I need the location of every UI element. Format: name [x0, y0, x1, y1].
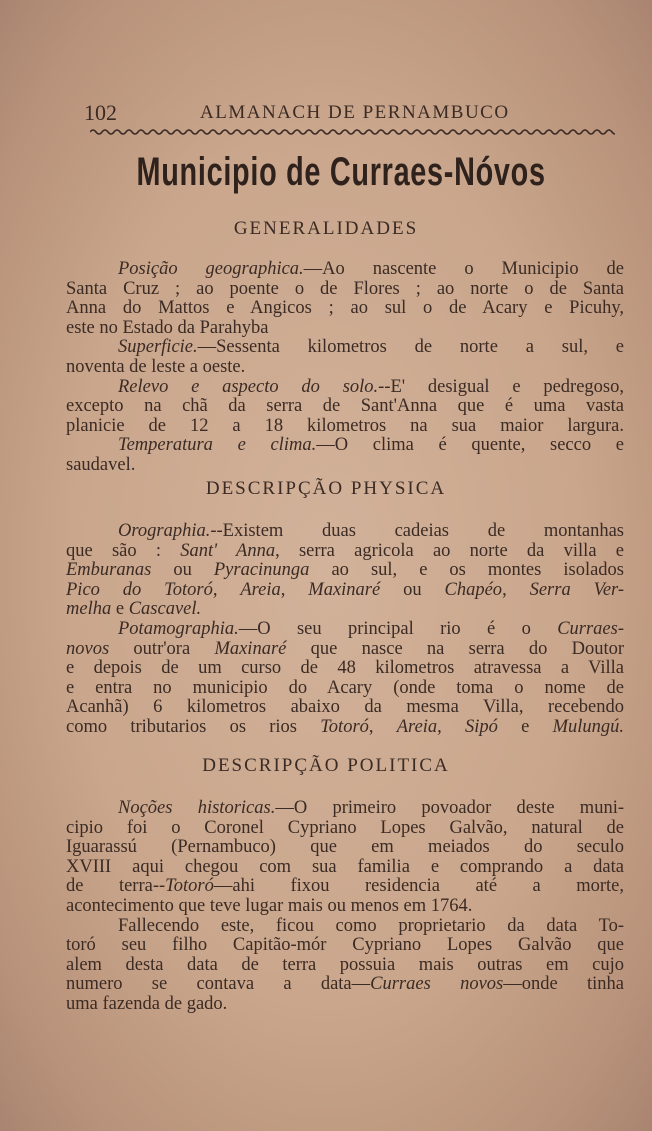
text-segment: de terra--: [66, 876, 166, 897]
text-line: [66, 994, 624, 1014]
italic-text-segment: Curraes novos: [370, 974, 504, 995]
text-segment: --Existem duas cadeias de montanhas: [210, 521, 624, 541]
text-segment: Santa Cruz ; ao poente o de Flores ; ao norte o de Santa: [66, 278, 624, 299]
italic-text-segment: Relevo e aspecto do solo.: [118, 376, 379, 397]
text-segment: que são :: [66, 540, 181, 561]
text-line: [66, 697, 624, 717]
text-segment: --E' desigual e pedregoso,: [378, 376, 624, 397]
text-segment: Iguarassú (Pernambuco) que em meiados do seculo: [66, 837, 624, 858]
text-segment: , serra agricola ao norte da villa e: [275, 540, 624, 561]
text-line: [118, 798, 624, 818]
text-segment: planicie de 12 a 18 kilometros na sua maior largura.: [66, 415, 624, 436]
italic-text-segment: Areia: [396, 717, 438, 737]
section-heading: DESCRIPÇÃO POLITICA: [202, 755, 450, 776]
text-segment: ao sul, e os montes isolados: [309, 560, 625, 581]
text-line: [118, 377, 624, 397]
text-line: [66, 279, 624, 299]
section-heading: DESCRIPÇÃO PHYSICA: [205, 478, 447, 499]
text-segment: Anna do Mattos e Angicos ; ao sul o de Acary e Picuhy,: [66, 298, 624, 319]
text-line: [66, 357, 624, 377]
text-segment: toró seu filho Capitão-mór Cypriano Lopes Galvão que: [66, 935, 624, 956]
text-segment: numero se contava a data—: [66, 974, 371, 995]
text-segment: —Sessenta kilometros de norte a sul, e: [197, 337, 624, 358]
text-line: [66, 876, 624, 896]
italic-text-segment: Curraes-: [557, 619, 624, 639]
text-segment: ,: [280, 579, 309, 600]
decorative-wavy-rule: [90, 126, 615, 138]
text-line: [66, 541, 624, 561]
text-segment: ou: [380, 579, 445, 600]
text-segment: —Ao nascente o Municipio de: [303, 259, 624, 279]
text-segment: —O seu principal rio é o: [238, 619, 558, 639]
text-line: [118, 435, 624, 455]
italic-text-segment: Areia: [240, 579, 281, 600]
text-line: [118, 259, 624, 279]
text-segment: ou: [151, 560, 214, 581]
page-number: 102: [84, 100, 117, 125]
italic-text-segment: Serra Ver-: [529, 579, 625, 600]
italic-text-segment: Emburanas: [66, 560, 152, 581]
text-line: [66, 639, 624, 659]
italic-text-segment: Orographia.: [118, 521, 211, 541]
text-segment: ,: [368, 717, 397, 737]
italic-text-segment: Mulungú.: [552, 717, 624, 737]
text-line: [66, 658, 624, 678]
text-line: [118, 337, 624, 357]
italic-text-segment: Posição geographica.: [118, 259, 304, 279]
text-segment: ,: [437, 717, 466, 737]
text-segment: cipio foi o Coronel Cypriano Lopes Galvão, natural de: [66, 817, 624, 838]
italic-text-segment: Maxinaré: [308, 579, 381, 600]
italic-text-segment: Potamographia.: [118, 619, 239, 639]
text-segment: noventa de leste a oeste.: [66, 357, 246, 377]
text-segment: e entra no municipio do Acary (onde toma o nome de: [66, 677, 624, 698]
text-line: [66, 580, 624, 600]
text-line: [66, 298, 624, 318]
text-line: [66, 396, 624, 416]
text-segment: e: [111, 599, 129, 620]
italic-text-segment: Noções historicas.: [118, 798, 276, 818]
text-segment: Acanhã) 6 kilometros abaixo da mesma Villa, recebendo: [66, 697, 624, 718]
text-segment: outr'ora: [109, 638, 215, 659]
text-segment: e: [497, 717, 553, 737]
text-segment: este no Estado da Parahyba: [66, 317, 269, 338]
text-line: [66, 455, 624, 475]
text-segment: Fallecendo este, ficou como proprietario da data To-: [118, 915, 624, 936]
text-line: [66, 560, 624, 580]
text-segment: acontecimento que teve lugar mais ou menos em 1764.: [66, 896, 473, 916]
text-segment: como tributarios os rios: [66, 717, 321, 737]
text-line: [66, 974, 624, 994]
italic-text-segment: Pico do Totoró: [66, 579, 213, 600]
running-title: ALMANACH DE PERNAMBUCO: [200, 102, 510, 123]
text-line: [66, 717, 624, 737]
italic-text-segment: Totoró: [165, 876, 214, 897]
italic-text-segment: Cascavel.: [128, 599, 202, 620]
italic-text-segment: Totoró: [320, 717, 369, 737]
text-line: [66, 896, 624, 916]
text-line: [118, 916, 624, 936]
text-segment: que nasce na serra do Doutor: [286, 638, 624, 659]
text-line: [66, 599, 624, 619]
text-line: [118, 619, 624, 639]
text-line: [66, 818, 624, 838]
italic-text-segment: Pyracinunga: [213, 560, 310, 581]
text-segment: alem desta data de terra possuia mais outras em cujo: [66, 954, 624, 975]
text-line: [118, 521, 624, 541]
text-line: [66, 837, 624, 857]
text-line: [66, 935, 624, 955]
text-segment: uma fazenda de gado.: [66, 994, 228, 1014]
text-segment: ,: [212, 579, 241, 600]
text-line: [66, 955, 624, 975]
text-segment: excepto na chã da serra de Sant'Anna que é uma vasta: [66, 396, 624, 417]
text-line: [66, 318, 624, 338]
section-heading: GENERALIDADES: [233, 218, 419, 239]
italic-text-segment: Sant' Anna: [180, 540, 276, 561]
text-segment: e depois de um curso de 48 kilometros atravessa a Villa: [66, 658, 624, 679]
text-segment: XVIII aqui chegou com sua familia e comprando a data: [66, 856, 624, 877]
italic-text-segment: Maxinaré: [214, 638, 287, 659]
text-segment: —O clima é quente, secco e: [316, 435, 624, 456]
text-segment: —O primeiro povoador deste muni-: [275, 798, 624, 818]
italic-text-segment: Superficie.: [118, 337, 198, 358]
text-line: [66, 857, 624, 877]
text-segment: —onde tinha: [503, 974, 624, 995]
text-segment: —ahi fixou residencia até a morte,: [213, 876, 625, 897]
text-segment: ,: [502, 579, 530, 600]
text-segment: saudavel.: [66, 455, 136, 475]
italic-text-segment: Sipó: [465, 717, 498, 737]
text-line: [66, 678, 624, 698]
italic-text-segment: melha: [66, 599, 112, 620]
text-line: [66, 416, 624, 436]
italic-text-segment: Temperatura e clima.: [118, 435, 317, 456]
italic-text-segment: Chapéo: [444, 579, 503, 600]
page-title: Municipio de Curraes-Nóvos: [136, 150, 546, 194]
italic-text-segment: novos: [66, 638, 110, 659]
